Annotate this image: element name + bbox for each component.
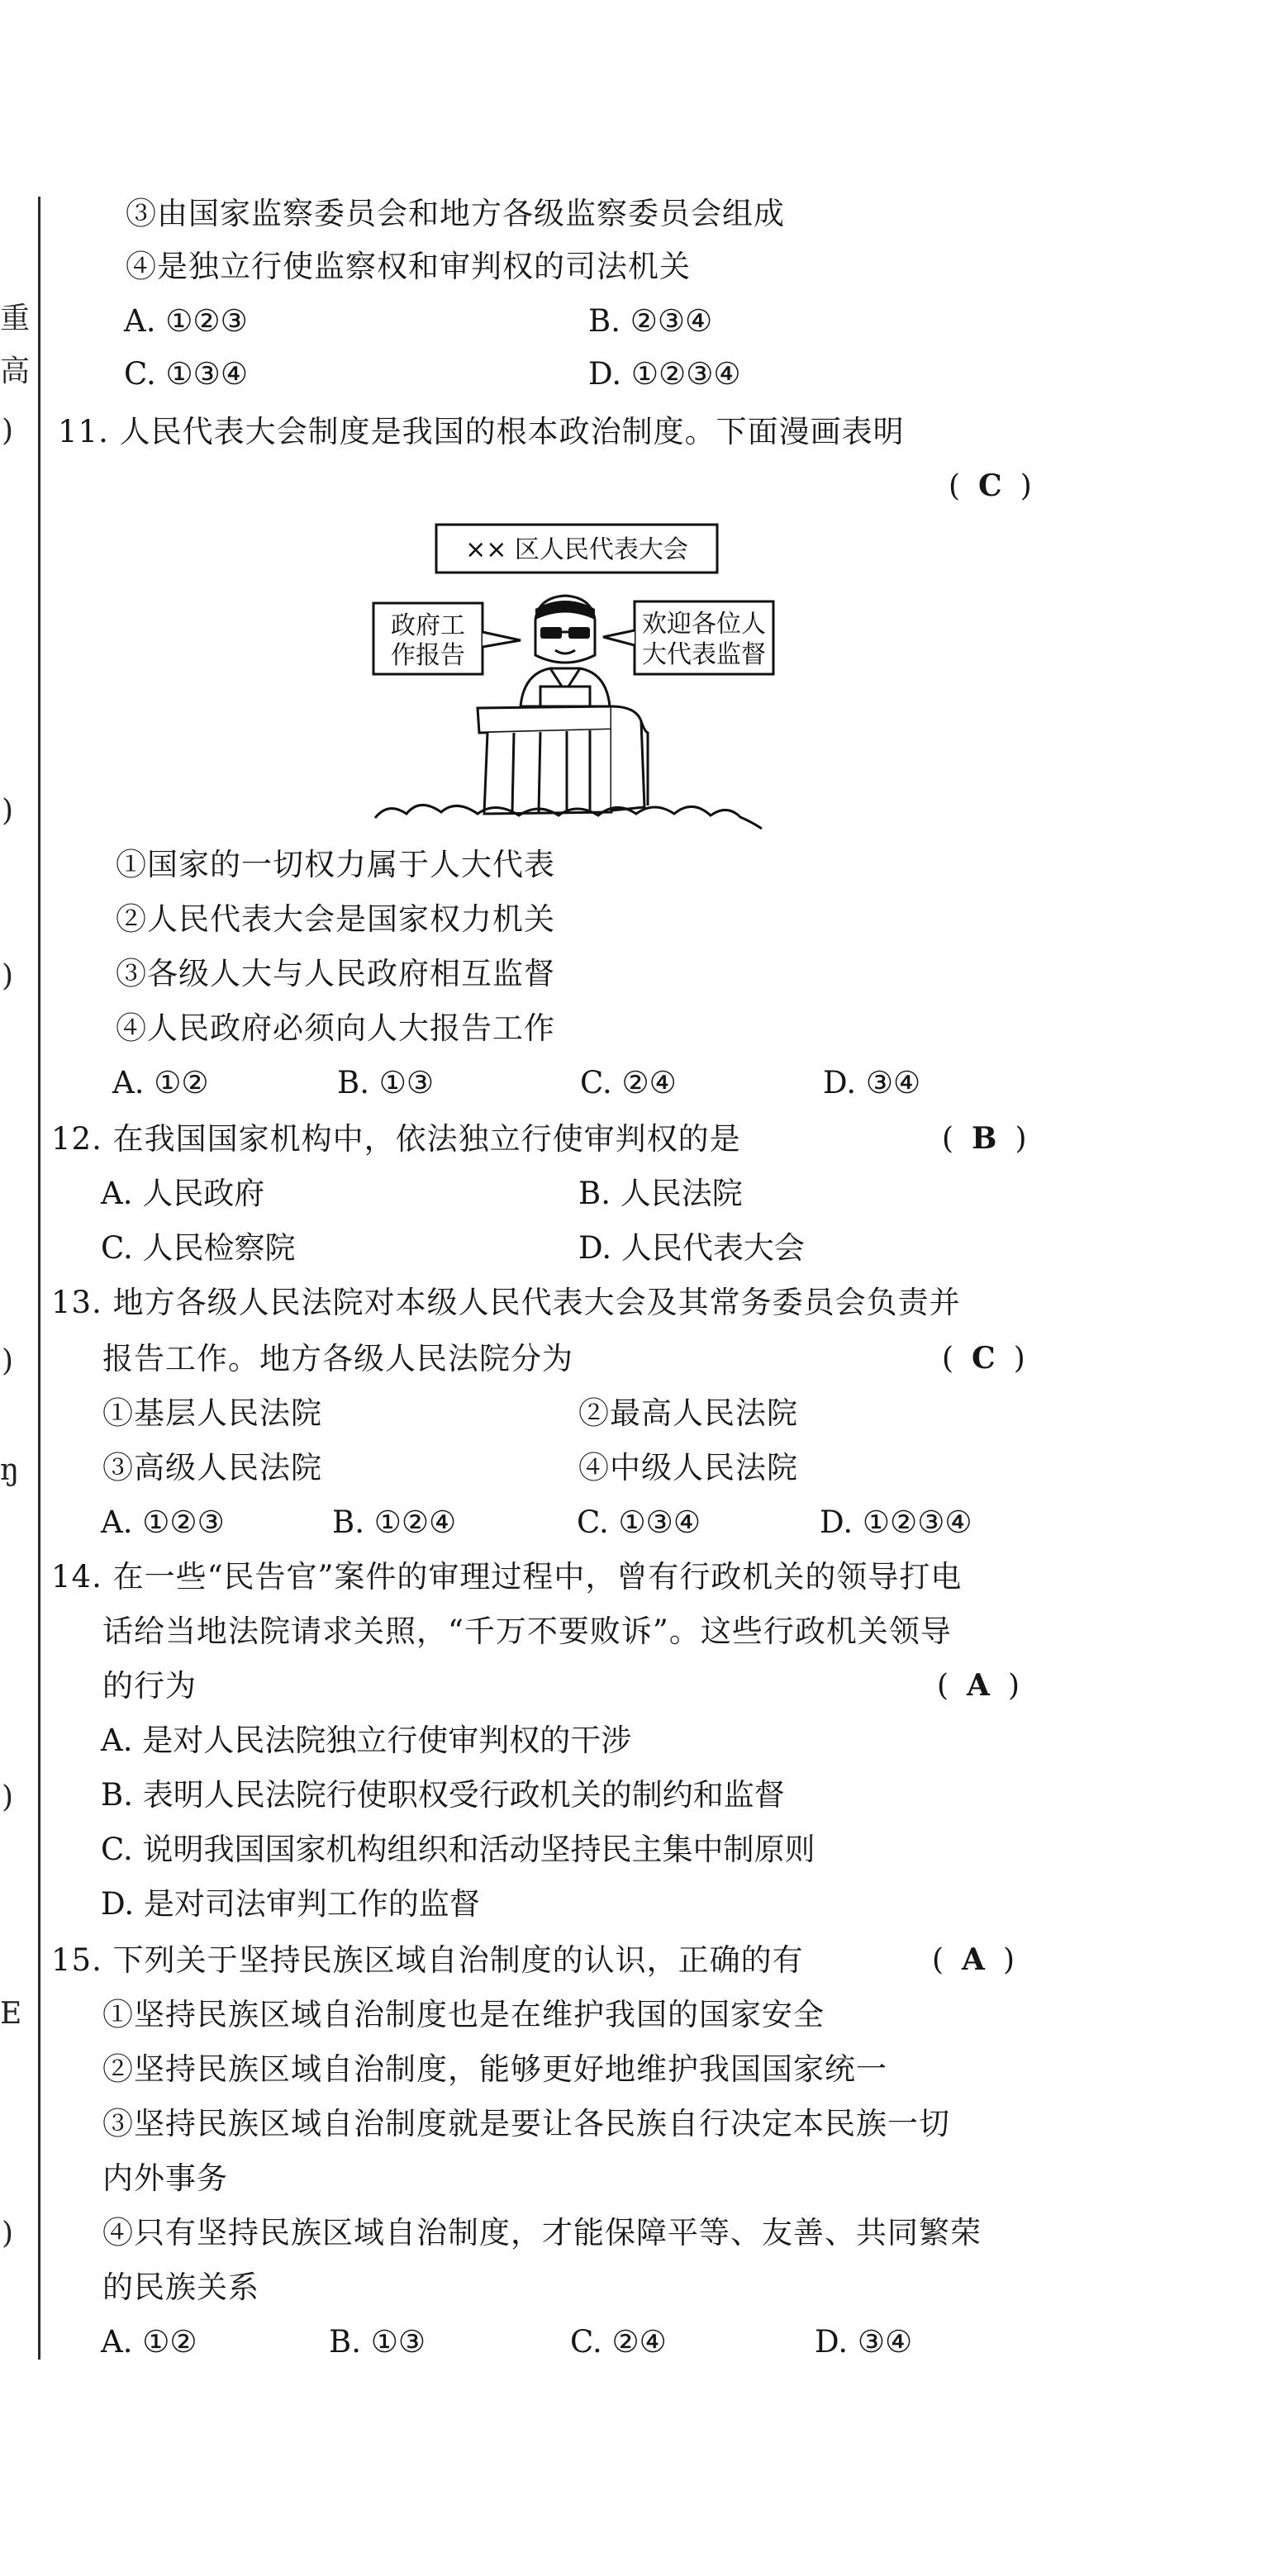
margin-char: ) <box>2 414 14 448</box>
q13-stem-line-1: 13. 地方各级人民法院对本级人民代表大会及其常务委员会负责并 <box>51 1285 961 1320</box>
q14-stem-line-2: 话给当地法院请求关照，“千万不要败诉”。这些行政机关领导 <box>102 1614 952 1649</box>
cartoon-illustration <box>364 516 777 839</box>
q13-answer: ( C ) <box>942 1341 1025 1376</box>
q10-statement-3: ③由国家监察委员会和地方各级监察委员会组成 <box>126 196 785 231</box>
left-bubble-line-1: 政府工 <box>391 611 465 640</box>
q11-option-a: A. ①② <box>112 1065 209 1100</box>
q11-option-d: D. ③④ <box>823 1065 921 1100</box>
q11-statement-3: ③各级人大与人民政府相互监督 <box>116 956 555 991</box>
right-bubble-line-1: 欢迎各位人 <box>642 610 766 639</box>
q14-option-d: D. 是对司法审判工作的监督 <box>101 1886 480 1922</box>
q15-option-b: B. ①③ <box>329 2324 426 2360</box>
margin-char: ) <box>2 794 14 828</box>
answer-letter: B <box>972 1121 997 1156</box>
cartoon-banner-text: ×× 区人民代表大会 <box>465 535 688 564</box>
right-bubble-line-2: 大代表监督 <box>642 640 766 669</box>
margin-rule <box>38 197 40 2360</box>
q13-option-a: A. ①②③ <box>101 1504 225 1540</box>
left-bubble-line-2: 作报告 <box>391 641 465 670</box>
q13-option-c: C. ①③④ <box>577 1504 701 1540</box>
q15-stem: 15. 下列关于坚持民族区域自治制度的认识，正确的有 <box>51 1942 804 1978</box>
q11-answer: ( C ) <box>949 468 1032 503</box>
answer-letter: A <box>967 1668 990 1703</box>
q12-option-c: C. 人民检察院 <box>101 1230 296 1266</box>
q13-statement-2: ②最高人民法院 <box>578 1395 798 1431</box>
q15-statement-4-line-2: 的民族关系 <box>102 2269 259 2305</box>
q12-option-a: A. 人民政府 <box>101 1176 265 1211</box>
margin-char: ) <box>2 1344 14 1378</box>
q14-stem-line-1: 14. 在一些“民告官”案件的审理过程中，曾有行政机关的领导打电 <box>51 1559 963 1595</box>
answer-letter: C <box>972 1341 996 1376</box>
margin-char: ) <box>2 959 14 993</box>
q15-option-c: C. ②④ <box>570 2324 667 2360</box>
q12-stem: 12. 在我国国家机构中，依法独立行使审判权的是 <box>51 1121 741 1157</box>
q11-statement-2: ②人民代表大会是国家权力机关 <box>116 901 555 937</box>
q12-answer: ( B ) <box>942 1121 1027 1156</box>
answer-letter: C <box>978 468 1002 503</box>
margin-char: ) <box>2 1780 14 1814</box>
q13-statement-1: ①基层人民法院 <box>102 1395 322 1431</box>
q13-statement-3: ③高级人民法院 <box>102 1450 322 1485</box>
q10-statement-4: ④是独立行使监察权和审判权的司法机关 <box>126 249 691 284</box>
q13-option-d: D. ①②③④ <box>820 1504 972 1540</box>
q10-option-d: D. ①②③④ <box>588 356 741 392</box>
q15-statement-2: ②坚持民族区域自治制度，能够更好地维护我国国家统一 <box>102 2051 887 2087</box>
q11-statement-1: ①国家的一切权力属于人大代表 <box>116 847 555 882</box>
q14-option-a: A. 是对人民法院独立行使审判权的干涉 <box>101 1723 632 1758</box>
margin-char: 重 <box>0 302 31 335</box>
margin-char: E <box>0 1997 22 2031</box>
q14-option-b: B. 表明人民法院行使职权受行政机关的制约和监督 <box>101 1777 785 1813</box>
q14-stem-line-3: 的行为 <box>102 1668 197 1704</box>
q12-option-d: D. 人民代表大会 <box>578 1230 805 1266</box>
q13-statement-4: ④中级人民法院 <box>578 1450 798 1485</box>
answer-letter: A <box>962 1942 985 1977</box>
q15-option-d: D. ③④ <box>815 2324 913 2360</box>
q14-answer: ( A ) <box>937 1668 1020 1703</box>
margin-char: 高 <box>0 354 31 388</box>
q15-statement-4-line-1: ④只有坚持民族区域自治制度，才能保障平等、友善、共同繁荣 <box>102 2215 982 2250</box>
q15-statement-3-line-2: 内外事务 <box>102 2160 228 2196</box>
q11-option-c: C. ②④ <box>580 1065 677 1100</box>
margin-char: ŋ <box>0 1453 20 1487</box>
q10-option-c: C. ①③④ <box>124 356 249 392</box>
q15-answer: ( A ) <box>932 1942 1015 1977</box>
official-figure <box>521 596 610 706</box>
q13-stem-line-2: 报告工作。地方各级人民法院分为 <box>102 1341 573 1376</box>
q15-option-a: A. ①② <box>101 2324 197 2360</box>
q12-option-b: B. 人民法院 <box>578 1176 743 1211</box>
margin-char: ) <box>2 2217 14 2250</box>
q14-option-c: C. 说明我国国家机构组织和活动坚持民主集中制原则 <box>101 1832 815 1867</box>
q10-option-b: B. ②③④ <box>588 303 713 339</box>
q15-statement-1: ①坚持民族区域自治制度也是在维护我国的国家安全 <box>102 1997 825 2032</box>
podium <box>478 706 648 814</box>
q10-option-a: A. ①②③ <box>124 303 248 339</box>
q11-stem: 11. 人民代表大会制度是我国的根本政治制度。下面漫画表明 <box>58 414 905 449</box>
q15-statement-3-line-1: ③坚持民族区域自治制度就是要让各民族自行决定本民族一切 <box>102 2106 950 2141</box>
q13-option-b: B. ①②④ <box>332 1504 457 1540</box>
q11-statement-4: ④人民政府必须向人大报告工作 <box>116 1010 555 1046</box>
q11-option-b: B. ①③ <box>337 1065 435 1100</box>
